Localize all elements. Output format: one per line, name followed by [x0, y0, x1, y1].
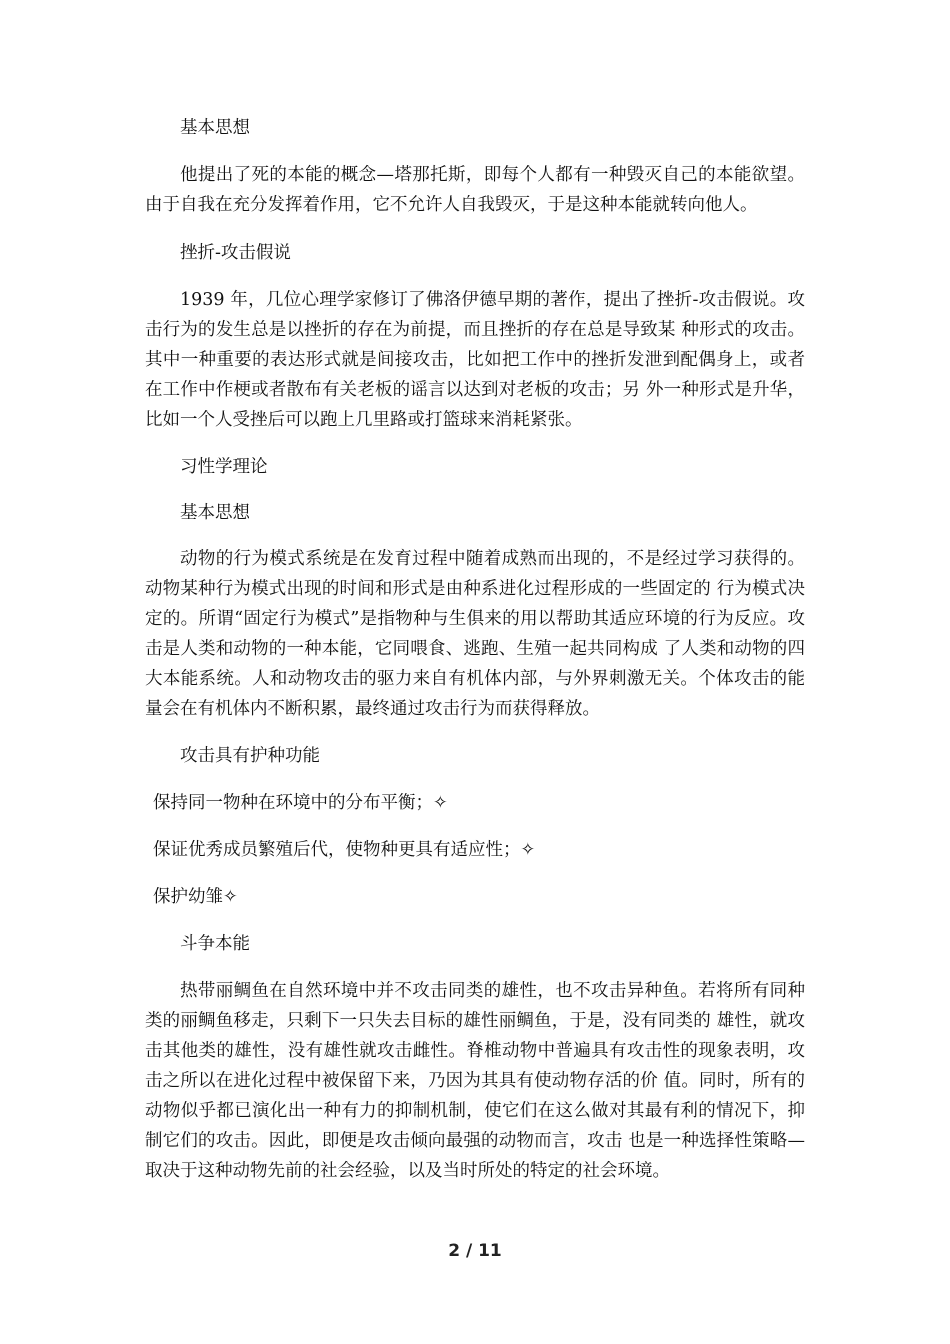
list-item: 保证优秀成员繁殖后代，使物种更具有适应性；✧ [153, 840, 536, 860]
section-heading: 挫折-攻击假说 [180, 243, 291, 263]
paragraph: 1939 年，几位心理学家修订了佛洛伊德早期的著作，提出了挫折-攻击假说。攻击行为的发生总是以挫折的存在为前提，而且挫折的存在总是导致某 种形式的攻击。其中一种重要的表达形式就是间接攻击，比如把工作中的挫折发泄到配偶身上，或者在工作中作梗或者散布有关老板的谣言以达到对老板的攻击；另 外一种形式是升华，比如一个人受挫后可以跑上几里路或打篮球来消耗紧张。 [145, 290, 805, 430]
section-heading: 斗争本能 [180, 934, 250, 954]
page-number: 2 / 11 [448, 1241, 502, 1261]
section-heading: 基本思想 [180, 503, 250, 523]
paragraph: 他提出了死的本能的概念—塔那托斯，即每个人都有一种毁灭自己的本能欲望。由于自我在充分发挥着作用，它不允许人自我毁灭，于是这种本能就转向他人。 [145, 165, 805, 215]
page-content [145, 113, 805, 1186]
section-heading: 攻击具有护种功能 [180, 746, 320, 766]
section-heading: 习性学理论 [180, 457, 268, 477]
paragraph: 热带丽鲷鱼在自然环境中并不攻击同类的雄性，也不攻击异种鱼。若将所有同种类的丽鲷鱼移走，只剩下一只失去目标的雄性丽鲷鱼，于是，没有同类的 雄性，就攻击其他类的雄性，没有雄性就攻击雌性。脊椎动物中普遍具有攻击性的现象表明，攻击之所以在进化过程中被保留下来，乃因为其具有使动物存活的价 值。同时，所有的动物似乎都已演化出一种有力的抑制机制，使它们在这么做对其最有利的情况下，抑制它们的攻击。因此，即便是攻击倾向最强的动物而言，攻击 也是一种选择性策略—取决于这种动物先前的社会经验，以及当时所处的特定的社会环境。 [145, 981, 805, 1181]
paragraph: 动物的行为模式系统是在发育过程中随着成熟而出现的，不是经过学习获得的。动物某种行为模式出现的时间和形式是由种系进化过程形成的一些固定的 行为模式决定的。所谓“固定行为模式”是指物种与生俱来的用以帮助其适应环境的行为反应。攻击是人类和动物的一种本能，它同喂食、逃跑、生殖一起共同构成 了人类和动物的四大本能系统。人和动物攻击的驱力来自有机体内部，与外界刺激无关。个体攻击的能量会在有机体内不断积累，最终通过攻击行为而获得释放。 [145, 549, 805, 719]
list-item: 保持同一物种在环境中的分布平衡；✧ [153, 793, 448, 813]
section-heading: 基本思想 [180, 118, 250, 138]
list-item: 保护幼雏✧ [153, 887, 238, 907]
